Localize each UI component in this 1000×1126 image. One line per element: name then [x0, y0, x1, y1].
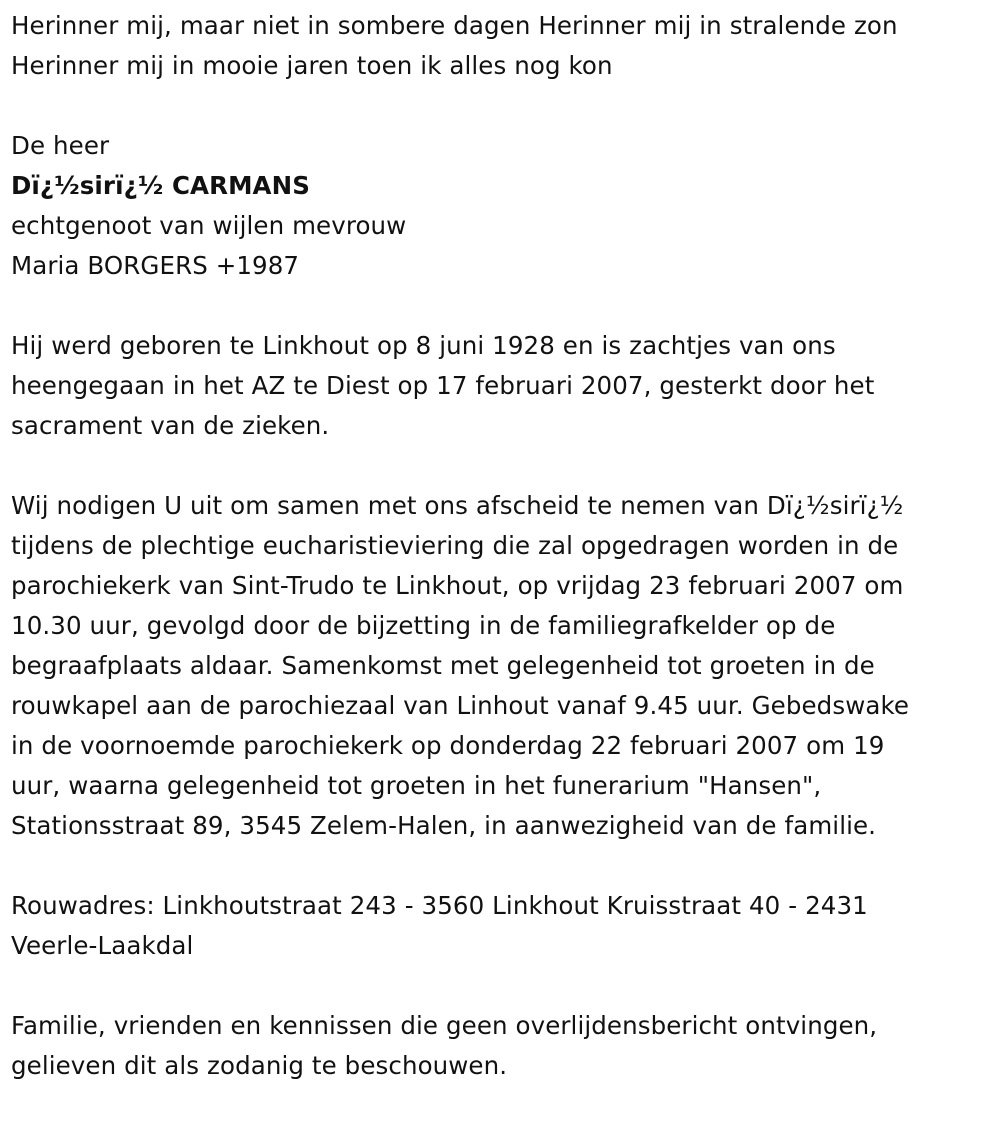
- deceased-title: De heer: [11, 131, 110, 160]
- address-line: Veerle-Laakdal: [11, 931, 194, 960]
- paragraph-gap: [11, 86, 991, 126]
- invitation-line: uur, waarna gelegenheid tot groeten in het funerarium "Hansen",: [11, 771, 822, 800]
- obituary-document: [11, 6, 991, 1086]
- address-line: Rouwadres: Linkhoutstraat 243 - 3560 Linkhout Kruisstraat 40 - 2431: [11, 891, 868, 920]
- paragraph-gap: [11, 446, 991, 486]
- closing-paragraph: [11, 1006, 991, 1086]
- deceased-name: Dï¿½sirï¿½ CARMANS: [11, 171, 310, 200]
- spouse-name: Maria BORGERS +1987: [11, 251, 300, 280]
- birth-death-paragraph: [11, 326, 991, 446]
- invitation-line: parochiekerk van Sint-Trudo te Linkhout, op vrijdag 23 februari 2007 om: [11, 571, 904, 600]
- invitation-line: tijdens de plechtige eucharistieviering die zal opgedragen worden in de: [11, 531, 899, 560]
- invitation-line: Wij nodigen U uit om samen met ons afscheid te nemen van Dï¿½sirï¿½: [11, 491, 904, 520]
- birth-death-line: sacrament van de zieken.: [11, 411, 330, 440]
- closing-line: Familie, vrienden en kennissen die geen overlijdensbericht ontvingen,: [11, 1011, 878, 1040]
- paragraph-gap: [11, 846, 991, 886]
- invitation-line: begraafplaats aldaar. Samenkomst met gelegenheid tot groeten in de: [11, 651, 875, 680]
- deceased-block: [11, 126, 991, 286]
- deceased-relation: echtgenoot van wijlen mevrouw: [11, 211, 407, 240]
- motto-line: Herinner mij, maar niet in sombere dagen Herinner mij in stralende zon: [11, 11, 898, 40]
- invitation-line: rouwkapel aan de parochiezaal van Linhout vanaf 9.45 uur. Gebedswake: [11, 691, 910, 720]
- invitation-line: in de voornoemde parochiekerk op donderdag 22 februari 2007 om 19: [11, 731, 885, 760]
- birth-death-line: heengegaan in het AZ te Diest op 17 februari 2007, gesterkt door het: [11, 371, 875, 400]
- birth-death-line: Hij werd geboren te Linkhout op 8 juni 1928 en is zachtjes van ons: [11, 331, 836, 360]
- motto-line: Herinner mij in mooie jaren toen ik alles nog kon: [11, 51, 613, 80]
- closing-line: gelieven dit als zodanig te beschouwen.: [11, 1051, 508, 1080]
- paragraph-gap: [11, 286, 991, 326]
- invitation-line: Stationsstraat 89, 3545 Zelem-Halen, in aanwezigheid van de familie.: [11, 811, 877, 840]
- invitation-line: 10.30 uur, gevolgd door de bijzetting in de familiegrafkelder op de: [11, 611, 836, 640]
- motto-paragraph: [11, 6, 991, 86]
- paragraph-gap: [11, 966, 991, 1006]
- invitation-paragraph: [11, 486, 991, 846]
- address-paragraph: [11, 886, 991, 966]
